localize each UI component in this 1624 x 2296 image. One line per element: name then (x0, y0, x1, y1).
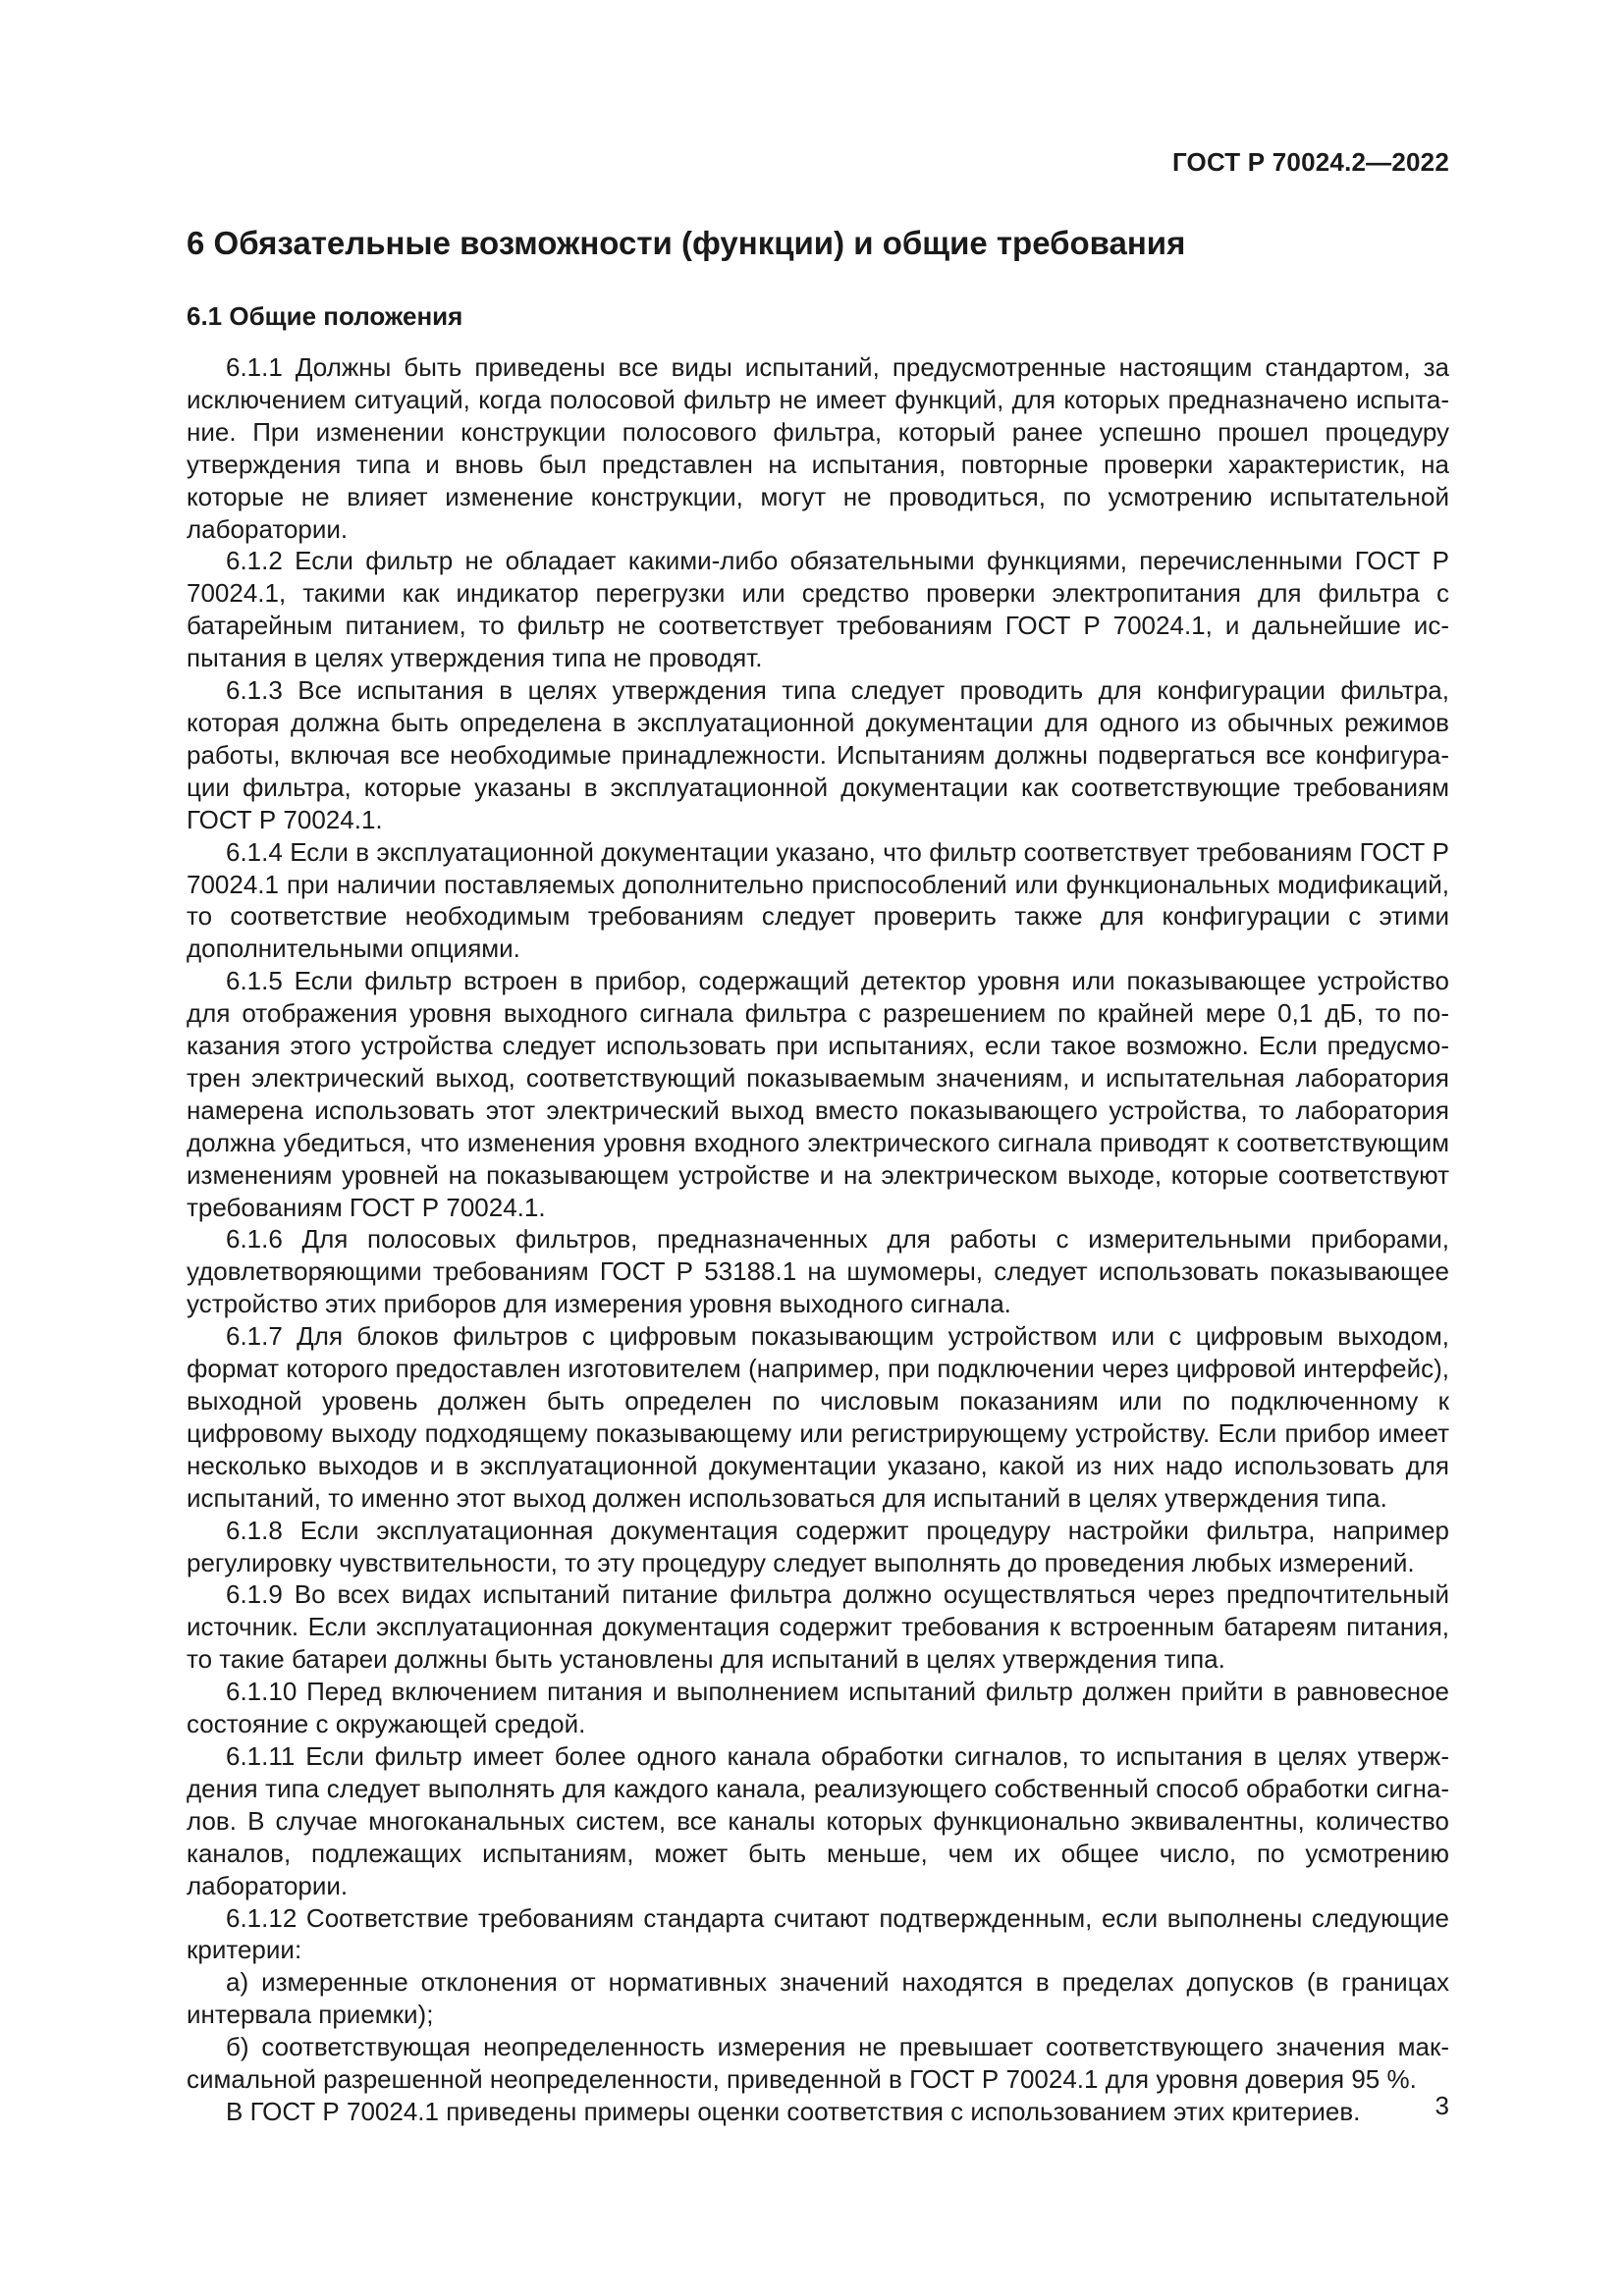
paragraph-6-1-5: 6.1.5 Если фильтр встроен в прибор, содержащий детектор уровня или показывающее устройство для отображения уровня выходного сигнала фильтра с разрешением по крайней мере 0,1 дБ, то показания этого устройства следует использовать при испытаниях, если такое возможно. Если предусмотрен электрический выход, соответствующий показываемым значениям, и испытательная лаборатория намерена использовать этот электрический выход вместо показывающего устройства, то лаборатория должна убедиться, что изменения уровня входного электрического сигнала приводят к соответствующим изменениям уровней на показывающем устройстве и на электрическом выходе, которые соответствуют требованиям ГОСТ Р 70024.1. (187, 966, 1449, 1222)
page-content (187, 224, 1449, 2128)
paragraph-6-1-12: 6.1.12 Соответствие требованиям стандарта считают подтвержденным, если выполнены следующие критерии: (187, 1902, 1449, 1965)
paragraph-6-1-2: 6.1.2 Если фильтр не обладает какими-либо обязательными функциями, перечисленными ГОСТ Р 70024.1, такими как индикатор перегрузки или средство проверки электропитания для фильтра с батарейным питанием, то фильтр не соответствует требованиям ГОСТ Р 70024.1, и дальнейшие испытания в целях утверждения типа не проводят. (187, 546, 1449, 673)
paragraph-6-1-1: 6.1.1 Должны быть приведены все виды испытаний, предусмотренные настоящим стандартом, за исключением ситуаций, когда полосовой фильтр не имеет функций, для которых предназначено испытание. При изменении конструкции полосового фильтра, который ранее успешно прошел процедуру утверждения типа и вновь был представлен на испытания, повторные проверки характеристик, на которые не влияет изменение конструкции, могут не проводиться, по усмотрению испытательной лаборатории. (187, 352, 1449, 544)
paragraph-6-1-3: 6.1.3 Все испытания в целях утверждения типа следует проводить для конфигурации фильтра, которая должна быть определена в эксплуатационной документации для одного из обычных режимов работы, включая все необходимые принадлежности. Испытаниям должны подвергаться все конфигурации фильтра, которые указаны в эксплуатационной документации как соответствующие требованиям ГОСТ Р 70024.1. (187, 675, 1449, 834)
section-title: 6 Обязательные возможности (функции) и общие требования (187, 225, 1186, 261)
paragraph-6-1-10: 6.1.10 Перед включением питания и выполнением испытаний фильтр должен прийти в равновесное состояние с окружающей средой. (187, 1677, 1449, 1739)
paragraph-conformity-note: В ГОСТ Р 70024.1 приведены примеры оценки соответствия с использованием этих критериев. (226, 2096, 1361, 2126)
paragraph-6-1-6: 6.1.6 Для полосовых фильтров, предназначенных для работы с измерительными приборами, удовлетворяющими требованиям ГОСТ Р 53188.1 на шумомеры, следует использовать показывающее устройство этих приборов для измерения уровня выходного сигнала. (187, 1224, 1449, 1319)
paragraph-6-1-8: 6.1.8 Если эксплуатационная документация содержит процедуру настройки фильтра, например регулировку чувствительности, то эту процедуру следует выполнять до проведения любых измерений. (187, 1515, 1449, 1577)
criterion-b: б) соответствующая неопределенность измерения не превышает соответствующего значения максимальной разрешенной неопределенности, приведенной в ГОСТ Р 70024.1 для уровня доверия 95 %. (187, 2032, 1449, 2095)
paragraph-6-1-7: 6.1.7 Для блоков фильтров с цифровым показывающим устройством или с цифровым выходом, формат которого предоставлен изготовителем (например, при подключении через цифровой интерфейс), выходной уровень должен быть определен по числовым показаниям или по подключенному к цифровому выходу подходящему показывающему или регистрирующему устройству. Если прибор имеет несколько выходов и в эксплуатационной документации указано, какой из них надо использовать для испытаний, то именно этот выход должен использоваться для испытаний в целях утверждения типа. (187, 1321, 1449, 1513)
paragraph-6-1-11: 6.1.11 Если фильтр имеет более одного канала обработки сигналов, то испытания в целях утверждения типа следует выполнять для каждого канала, реализующего собственный способ обработки сигналов. В случае многоканальных систем, все каналы которых функционально эквивалентны, количество каналов, подлежащих испытаниям, может быть меньше, чем их общее число, по усмотрению лаборатории. (187, 1740, 1449, 1900)
paragraph-6-1-9: 6.1.9 Во всех видах испытаний питание фильтра должно осуществляться через предпочтительный источник. Если эксплуатационная документация содержит требования к встроенным батареям питания, то такие батареи должны быть установлены для испытаний в целях утверждения типа. (187, 1579, 1449, 1675)
paragraph-6-1-4: 6.1.4 Если в эксплуатационной документации указано, что фильтр соответствует требованиям ГОСТ Р 70024.1 при наличии поставляемых дополнительно приспособлений или функциональных модификаций, то соответствие необходимым требованиям следует проверить также для конфигурации с этими дополнительными опциями. (187, 836, 1449, 964)
page-number: 3 (1435, 2091, 1449, 2120)
document-code: ГОСТ Р 70024.2—2022 (1171, 147, 1449, 177)
criterion-a: а) измеренные отклонения от нормативных значений находятся в пределах допусков (в границах интервала приемки); (187, 1967, 1449, 2030)
subsection-title: 6.1 Общие положения (187, 301, 463, 331)
